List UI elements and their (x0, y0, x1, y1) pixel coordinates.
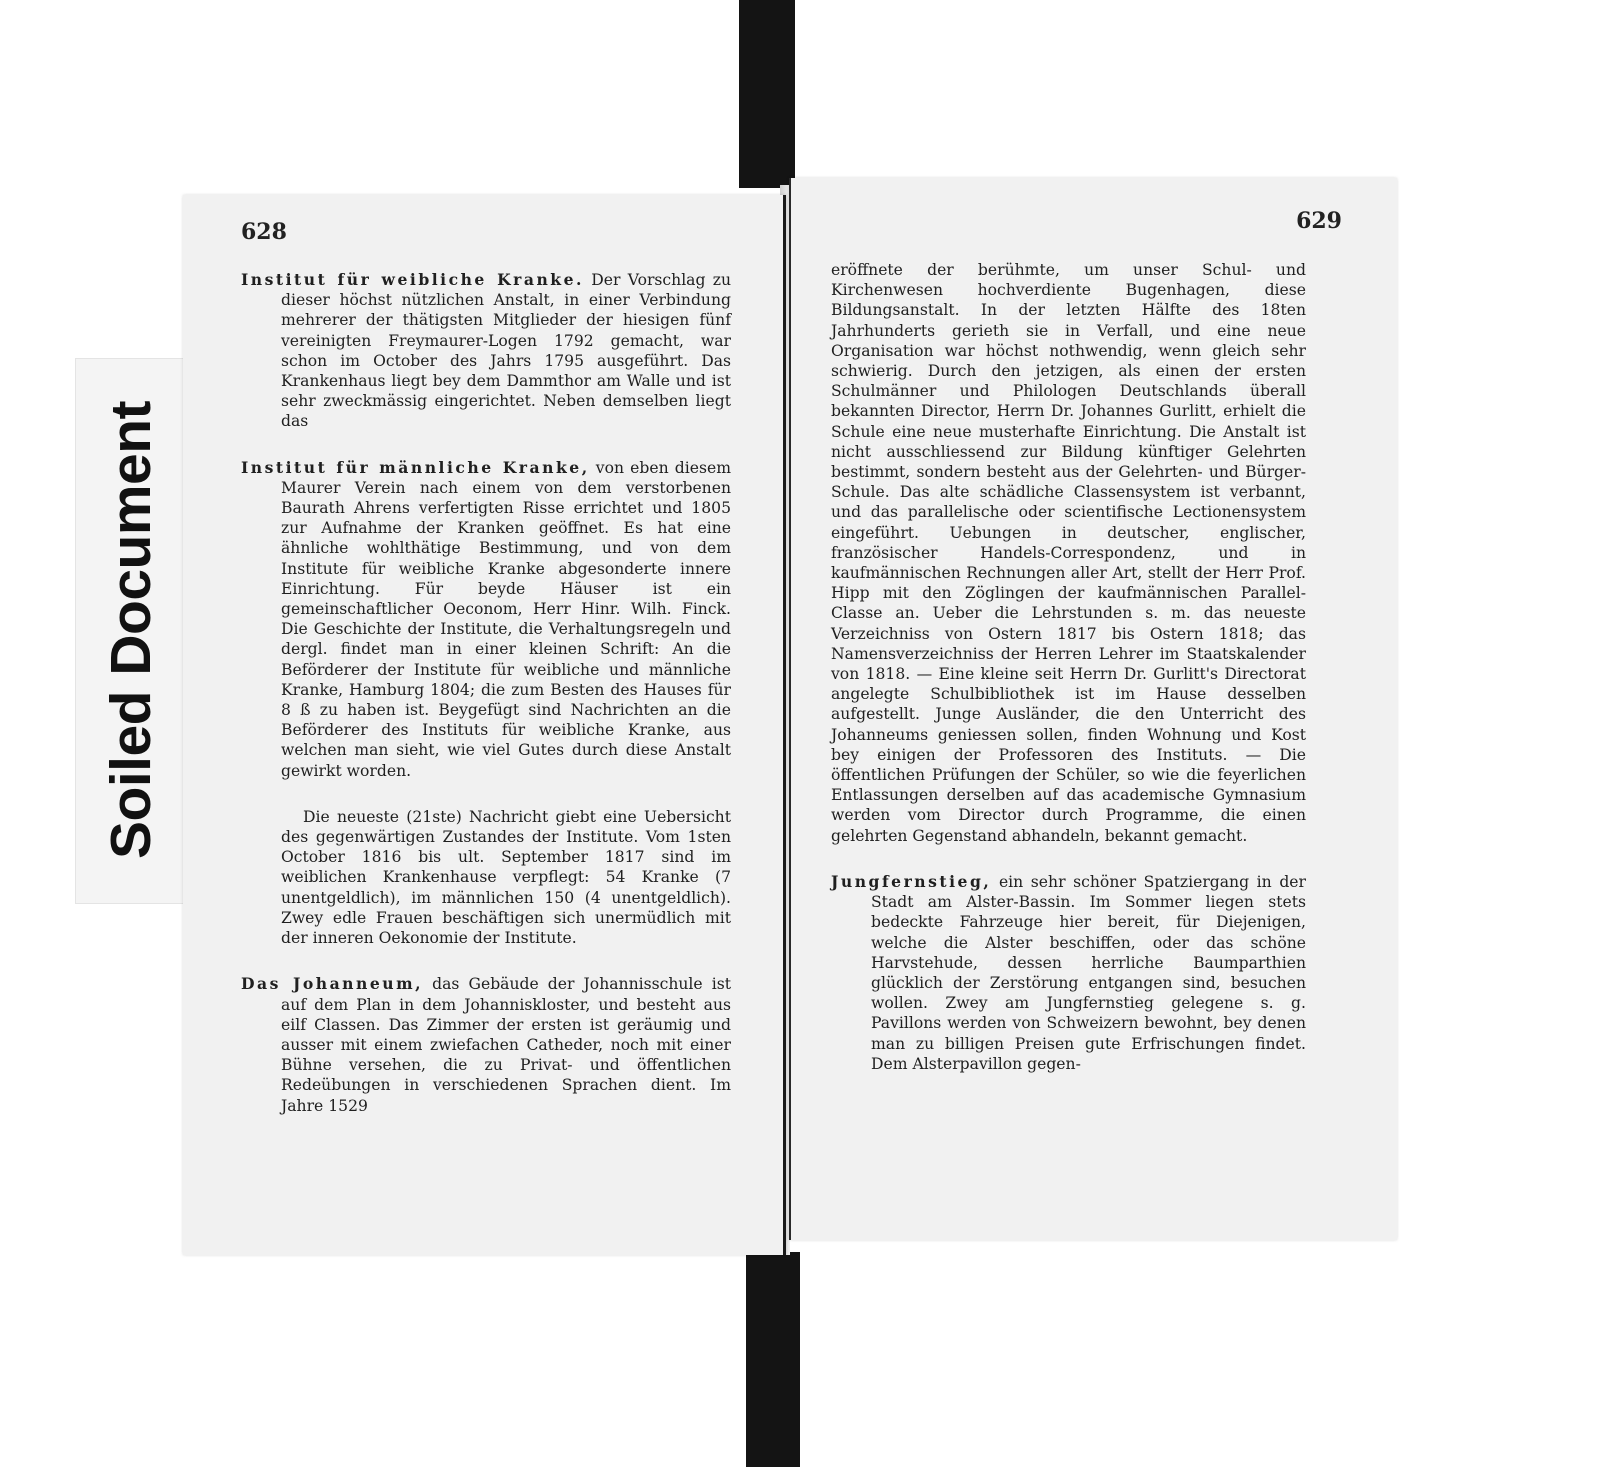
left-page-text (241, 270, 731, 1142)
paragraph (241, 974, 731, 1115)
entry-body: von eben diesem Maurer Verein nach einem von dem verstorbenen Baurath Ahrens verfertigten Risse errichtet und 1805 zur Aufnahme der Kranken geöffnet. Es hat eine ähnliche wohlthätige Bestimmung, und von dem Institute für weibliche Kranke abgesonderte innere Einrichtung. Für beyde Häuser ist ein gemeinschaftlicher Oeconom, Herr Hinr. Wilh. Finck. Die Geschichte der Institute, die Verhaltungsregeln und dergl. findet man in einer kleinen Schrift: An die Beförderer der Institute für weibliche und männliche Kranke, Hamburg 1804; die zum Besten des Hauses für 8 ß zu haben ist. Beygefügt sind Nachrichten an die Beförderer des Instituts für weibliche Kranke, aus welchen man sieht, wie viel Gutes durch diese Anstalt gewirkt worden. (281, 458, 731, 780)
paragraph (241, 457, 731, 781)
entry-body: Die neueste (21ste) Nachricht giebt eine Uebersicht des gegenwärtigen Zustandes der Institute. Vom 1sten October 1816 bis ult. September 1817 sind im weiblichen Krankenhause verpflegt: 54 Kranke (7 unentgeldlich), im männlichen 150 (4 unentgeldlich). Zwey edle Frauen beschäftigen sich unermüdlich mit der inneren Oekonomie der Institute. (281, 807, 731, 948)
entry-heading: Institut für weibliche Kranke. (241, 270, 584, 289)
entry-body: Der Vorschlag zu dieser höchst nützlichen Anstalt, in einer Verbindung mehrerer der thätigsten Mitglieder der hiesigen fünf vereinigten Freymaurer-Logen 1792 gemacht, war schon im October des Jahrs 1795 ausgeführt. Das Krankenhaus liegt bey dem Dammthor am Walle und ist sehr zweckmässig eingerichtet. Neben demselben liegt das (281, 271, 732, 431)
binding-strap-bottom (746, 1252, 800, 1467)
entry-heading: Jungfernstieg, (831, 871, 992, 891)
entry-body: eröffnete der berühmte, um unser Schul- und Kirchenwesen hochverdiente Bugenhagen, diese Bildungsanstalt. In der letzten Hälfte des 18ten Jahrhunderts gerieth sie in Verfall, und eine neue Organisation war höchst nothwendig, wenn gleich sehr schwierig. Durch den jetzigen, als einen der ersten Schulmänner und Philologen Deutschlands überall bekannten Director, Herrn Dr. Johannes Gurlitt, erhielt die Schule eine neue musterhafte Einrichtung. Die Anstalt ist nicht ausschliessend zur Bildung künftiger Gelehrten bestimmt, sondern besteht aus der Gelehrten- und Bürger-Schule. Das alte schädliche Classensystem ist verbannt, und das parallelische oder scientifische Lectionensystem eingeführt. Uebungen in deutscher, englischer, französischer Handels-Correspondenz, und in kaufmännischen Rechnungen aller Art, stellt der Herr Prof. Hipp mit den Zöglingen der kaufmännischen Parallel-Classe an. Ueber die Lehrstunden s. m. das neueste Verzeichniss von Ostern 1817 bis Ostern 1818; das Namensverzeichniss der Herren Lehrer im Staatskalender von 1818. — Eine kleine seit Herrn Dr. Gurlitt's Directorat angelegte Schulbibliothek ist im Hause desselben aufgestellt. Junge Ausländer, die den Unterricht des Johanneums geniessen sollen, finden Wohnung und Kost bey einigen der Professoren des Instituts. — Die öffentlichen Prüfungen der Schüler, so wie die feyerlichen Entlassungen derselben auf das academische Gymnasium werden vom Director durch Programme, die einen gelehrten Gegenstand abhandeln, bekannt gemacht. (831, 261, 1306, 845)
paragraph (831, 871, 1306, 1074)
right-page (789, 178, 1397, 1240)
paragraph (241, 270, 732, 432)
paragraph (281, 807, 731, 948)
binding-strap-top (739, 0, 795, 188)
entry-body: das Gebäude der Johannisschule ist auf dem Plan in dem Johanniskloster, und besteht aus eilf Classen. Das Zimmer der ersten ist geräumig und ausser mit einem zwiefachen Catheder, noch mit einer Bühne versehen, die zu Privat- und öffentlichen Redeübungen in verschiedenen Sprachen dient. Im Jahre 1529 (281, 975, 731, 1115)
paragraph (831, 260, 1306, 846)
left-page (183, 195, 786, 1255)
right-page-text (831, 260, 1306, 1100)
right-page-number: 629 (1296, 208, 1342, 234)
document-label: Soiled Document (99, 400, 163, 860)
entry-heading: Institut für männliche Kranke, (241, 457, 590, 477)
entry-body: ein sehr schöner Spatziergang in der Stadt am Alster-Bassin. Im Sommer liegen stets bedeckte Fahrzeuge hier bereit, für Diejenigen, welche die Alster beschiffen, oder das schöne Harvstehude, dessen herrliche Baumparthien glücklich der Zerstörung entgangen sind, besuchen wollen. Zwey am Jungfernstieg gelegene s. g. Pavillons werden von Schweizern bewohnt, bey denen man zu billigen Preisen gute Erfrischungen findet. Dem Alsterpavillon gegen- (871, 872, 1306, 1073)
left-page-number: 628 (241, 219, 287, 245)
entry-heading: Das Johanneum, (241, 974, 424, 994)
